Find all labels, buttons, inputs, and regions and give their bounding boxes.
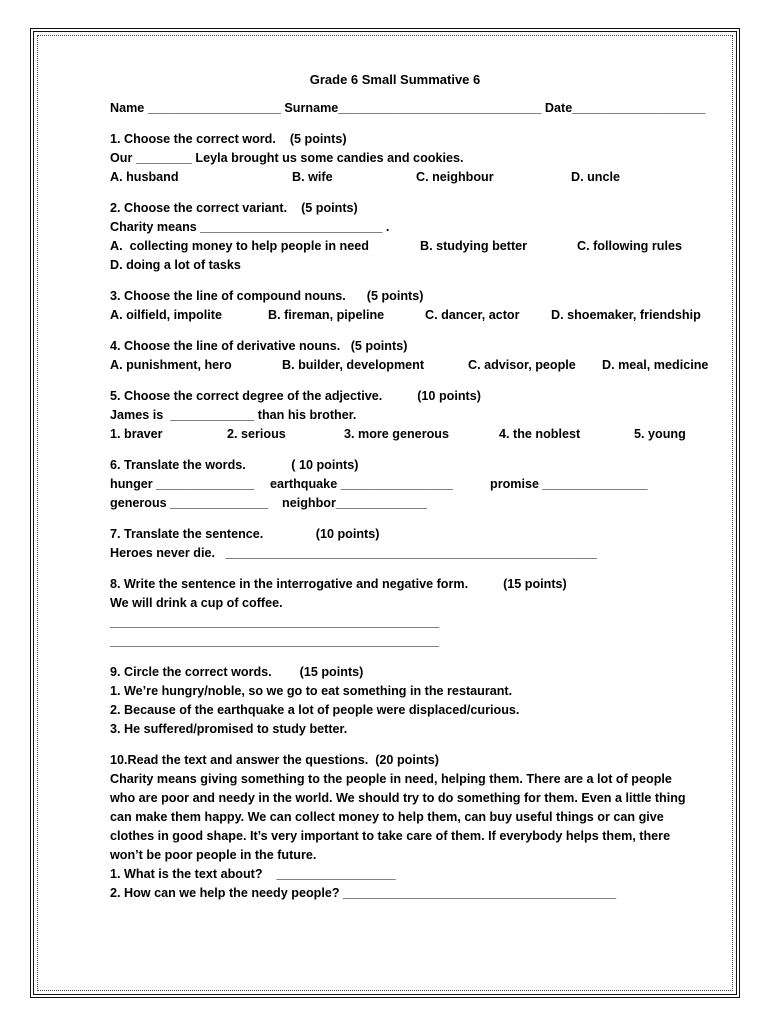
q2-option-c[interactable]: C. following rules — [577, 239, 682, 253]
q8-prompt: 8. Write the sentence in the interrogative and negative form. (15 points) — [110, 577, 567, 591]
q3-prompt: 3. Choose the line of compound nouns. (5 points) — [110, 289, 424, 303]
name-field[interactable]: Name ___________________ — [110, 101, 281, 115]
q5-option-5[interactable]: 5. young — [634, 427, 686, 441]
q9-item-3[interactable]: 3. He suffered/promised to study better. — [110, 722, 348, 736]
q2-sentence: Charity means __________________________ . — [110, 220, 390, 234]
q5-options — [110, 425, 720, 444]
q3-option-b[interactable]: B. fireman, pipeline — [268, 308, 385, 322]
q6-line2 — [110, 494, 720, 513]
q1-option-b[interactable]: B. wife — [292, 170, 333, 184]
q2-option-a[interactable]: A. collecting money to help people in need — [110, 239, 369, 253]
q10-prompt: 10.Read the text and answer the questions. (20 points) — [110, 753, 439, 767]
q2-prompt: 2. Choose the correct variant. (5 points) — [110, 201, 358, 215]
q6-earthquake-field[interactable]: earthquake ________________ — [270, 477, 453, 491]
q10-question-1[interactable]: 1. What is the text about? _________________ — [110, 867, 396, 881]
q8-sentence: We will drink a cup of coffee. — [110, 596, 283, 610]
q1-prompt: 1. Choose the correct word. (5 points) — [110, 132, 347, 146]
q3-option-c[interactable]: C. dancer, actor — [425, 308, 520, 322]
q10-question-2[interactable]: 2. How can we help the needy people? _______________________________________ — [110, 886, 617, 900]
q5-option-2[interactable]: 2. serious — [227, 427, 286, 441]
q9-item-2[interactable]: 2. Because of the earthquake a lot of people were displaced/curious. — [110, 703, 520, 717]
worksheet-title: Grade 6 Small Summative 6 — [309, 72, 481, 87]
q6-promise-field[interactable]: promise _______________ — [490, 477, 648, 491]
q6-neighbor-field[interactable]: neighbor_____________ — [282, 496, 427, 510]
q1-options — [110, 168, 720, 187]
q7-sentence[interactable]: Heroes never die. _____________________________________________________ — [110, 546, 597, 560]
q4-options — [110, 356, 720, 375]
worksheet — [110, 70, 720, 903]
q4-prompt: 4. Choose the line of derivative nouns. (5 points) — [110, 339, 408, 353]
q1-option-d[interactable]: D. uncle — [571, 170, 620, 184]
q7-prompt: 7. Translate the sentence. (10 points) — [110, 527, 380, 541]
q4-option-d[interactable]: D. meal, medicine — [602, 358, 709, 372]
q4-option-b[interactable]: B. builder, development — [282, 358, 425, 372]
q5-sentence: James is ____________ than his brother. — [110, 408, 357, 422]
q6-line1 — [110, 475, 720, 494]
q3-option-d[interactable]: D. shoemaker, friendship — [551, 308, 701, 322]
q1-option-c[interactable]: C. neighbour — [416, 170, 494, 184]
q4-option-a[interactable]: A. punishment, hero — [110, 358, 232, 372]
q1-option-a[interactable]: A. husband — [110, 170, 179, 184]
q5-option-3[interactable]: 3. more generous — [344, 427, 449, 441]
q1-sentence: Our ________ Leyla brought us some candies and cookies. — [110, 151, 464, 165]
q9-item-1[interactable]: 1. We’re hungry/noble, so we go to eat something in the restaurant. — [110, 684, 513, 698]
q5-prompt: 5. Choose the correct degree of the adjective. (10 points) — [110, 389, 481, 403]
q9-prompt: 9. Circle the correct words. (15 points) — [110, 665, 364, 679]
surname-field[interactable]: Surname_____________________________ — [284, 101, 542, 115]
q5-option-4[interactable]: 4. the noblest — [499, 427, 581, 441]
q6-hunger-field[interactable]: hunger ______________ — [110, 477, 255, 491]
q3-options — [110, 306, 720, 325]
q2-option-d[interactable]: D. doing a lot of tasks — [110, 258, 241, 272]
q8-answer-line-1[interactable]: _______________________________________________ — [110, 615, 440, 629]
q8-answer-line-2[interactable]: _______________________________________________ — [110, 634, 440, 648]
q4-option-c[interactable]: C. advisor, people — [468, 358, 576, 372]
q2-option-b[interactable]: B. studying better — [420, 239, 528, 253]
date-field[interactable]: Date___________________ — [544, 101, 706, 115]
q5-option-1[interactable]: 1. braver — [110, 427, 163, 441]
student-info-row — [110, 99, 720, 118]
q6-prompt: 6. Translate the words. ( 10 points) — [110, 458, 359, 472]
q10-reading-text: Charity means giving something to the people in need, helping them. There are a lot of people who are poor and needy in the world. We should try to do something for them. Even a little thing can make them happy. We can collect money to help them, can buy useful things or can give clothes in good shape. It’s very important to take care of them. If everybody helps them, there won’t be poor people in the future. — [110, 772, 686, 862]
q3-option-a[interactable]: A. oilfield, impolite — [110, 308, 222, 322]
q6-generous-field[interactable]: generous ______________ — [110, 496, 269, 510]
q2-options — [110, 237, 720, 256]
